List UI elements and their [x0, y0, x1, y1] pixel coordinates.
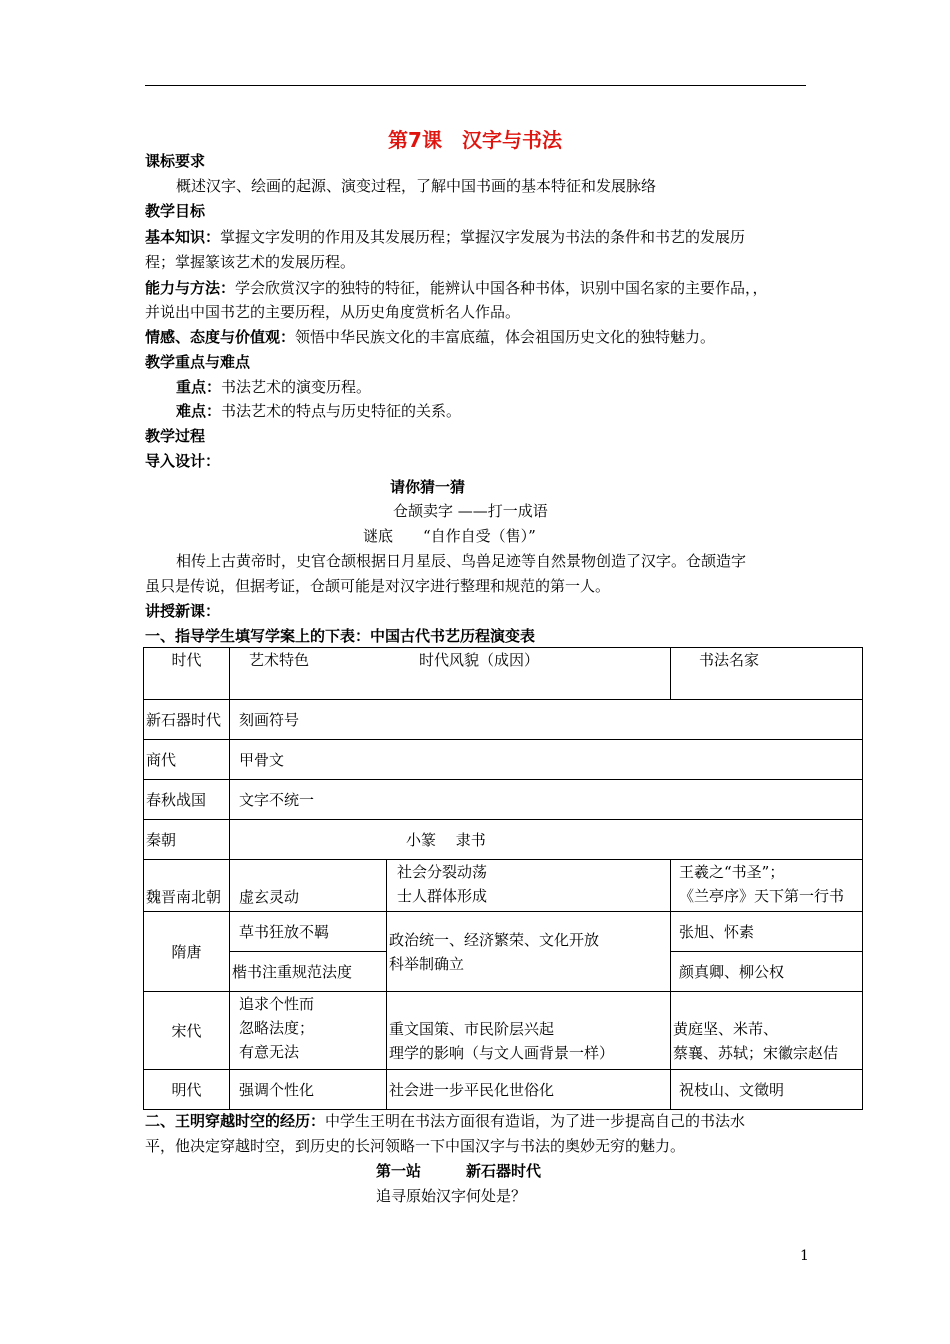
- row-feature: 强调个性化: [230, 1070, 387, 1110]
- difficulty-text: 书法艺术的特点与历史特征的关系。: [221, 402, 462, 420]
- header-rule: [145, 85, 806, 86]
- table-header-row: [144, 648, 863, 700]
- table-row: [144, 860, 863, 912]
- header-feature: 艺术特色: [249, 651, 310, 669]
- row-masters-line: 《兰亭序》天下第一行书: [679, 887, 845, 905]
- row-masters: [671, 992, 863, 1070]
- page-number: 1: [800, 1248, 809, 1264]
- row-background: [387, 912, 671, 992]
- intro-heading: 导入设计：: [145, 452, 221, 470]
- knowledge-text-1: 掌握文字发明的作用及其发展历程；掌握汉字发展为书法的条件和书艺的发展历: [220, 228, 746, 246]
- station-question: 追寻原始汉字何处是？: [376, 1187, 527, 1205]
- row-era: 春秋战国: [144, 780, 230, 820]
- row-masters-line: 黄庭坚、米芾、: [673, 1020, 779, 1038]
- knowledge-line-1: [145, 227, 745, 247]
- curriculum-text: 概述汉字、绘画的起源、演变过程，了解中国书画的基本特征和发展脉络: [176, 177, 657, 195]
- row-masters-line: 王羲之“书圣”；: [679, 863, 785, 881]
- table-row: [144, 780, 863, 820]
- legend-text-2: 虽只是传说，但据考证，仓颉可能是对汉字进行整理和规范的第一人。: [145, 577, 611, 595]
- difficulty-line: [176, 401, 461, 421]
- row-feature: [230, 992, 387, 1070]
- calligraphy-history-table: [143, 647, 863, 1110]
- table-heading: 一、指导学生填写学案上的下表：中国古代书艺历程演变表: [145, 627, 536, 645]
- row-background-line: 政治统一、经济繁荣、文化开放: [389, 930, 600, 949]
- row-masters: 张旭、怀素: [671, 912, 863, 952]
- table-row: [144, 1070, 863, 1110]
- part2-label: 二、王明穿越时空的经历：: [145, 1112, 326, 1130]
- legend-text-1: 相传上古黄帝时，史官仓颉根据日月星辰、鸟兽足迹等自然景物创造了汉字。仓颉造字: [176, 552, 747, 570]
- row-era: 商代: [144, 740, 230, 780]
- process-heading: 教学过程: [145, 427, 206, 445]
- row-masters-line: 蔡襄、苏轼；宋徽宗赵佶: [673, 1044, 839, 1062]
- knowledge-label: 基本知识：: [145, 228, 221, 246]
- header-masters: 书法名家: [671, 648, 863, 700]
- new-lesson-heading: 讲授新课：: [145, 602, 221, 620]
- values-label: 情感、态度与价值观：: [145, 328, 296, 346]
- key-label: 重点：: [176, 378, 222, 396]
- row-background-line: 士人群体形成: [397, 887, 488, 905]
- row-era: 魏晋南北朝: [144, 860, 230, 912]
- row-feature: 小篆 隶书: [230, 820, 863, 860]
- key-point-line: [176, 377, 371, 397]
- row-background: [387, 860, 671, 912]
- riddle-question: 仓颉卖字 ——打一成语: [393, 502, 548, 520]
- row-era: 宋代: [144, 992, 230, 1070]
- values-text: 领悟中华民族文化的丰富底蕴，体会祖国历史文化的独特魅力。: [295, 328, 716, 346]
- row-era: 秦朝: [144, 820, 230, 860]
- lesson-title: 第7课 汉字与书法: [388, 128, 562, 152]
- row-masters: 祝枝山、文徵明: [671, 1070, 863, 1110]
- part2-text-2: 平，他决定穿越时空，到历史的长河领略一下中国汉字与书法的奥妙无穷的魅力。: [145, 1137, 686, 1155]
- row-feature-line: 忽略法度；: [239, 1019, 315, 1037]
- curriculum-heading: 课标要求: [145, 152, 206, 170]
- table-row: [144, 820, 863, 860]
- row-feature: 楷书注重规范法度: [230, 952, 387, 992]
- ability-text-1: 学会欣赏汉字的独特的特征，能辨认中国各种书体，识别中国名家的主要作品，，: [235, 279, 768, 297]
- row-feature: 甲骨文: [230, 740, 863, 780]
- row-feature: 草书狂放不羁: [230, 912, 387, 952]
- station-label: 第一站 新石器时代: [376, 1162, 542, 1180]
- goals-heading: 教学目标: [145, 202, 206, 220]
- ability-text-2: 并说出中国书艺的主要历程，从历史角度赏析名人作品。: [145, 303, 521, 321]
- part2-line-1: [145, 1111, 745, 1131]
- part2-text-1: 中学生王明在书法方面很有造诣，为了进一步提高自己的书法水: [325, 1112, 746, 1130]
- table-row: [144, 700, 863, 740]
- key-text: 书法艺术的演变历程。: [221, 378, 372, 396]
- row-background-line: 重文国策、市民阶层兴起: [389, 1020, 555, 1038]
- row-masters: 颜真卿、柳公权: [671, 952, 863, 992]
- row-background-line: 理学的影响（与文人画背景一样）: [389, 1044, 615, 1062]
- row-feature-line: 有意无法: [239, 1043, 300, 1061]
- row-feature: 文字不统一: [230, 780, 863, 820]
- knowledge-text-2: 程；掌握篆该艺术的发展历程。: [145, 253, 356, 271]
- riddle-answer: 谜底 “自作自受（售）”: [363, 527, 536, 545]
- row-background: 社会进一步平民化世俗化: [387, 1070, 671, 1110]
- values-line: [145, 327, 715, 347]
- header-era: 时代: [144, 648, 230, 700]
- row-era: 明代: [144, 1070, 230, 1110]
- ability-label: 能力与方法：: [145, 279, 236, 297]
- row-background-line: 科举制确立: [389, 954, 465, 973]
- table-row: [144, 992, 863, 1070]
- focus-heading: 教学重点与难点: [145, 353, 251, 371]
- header-background: 时代风貌（成因）: [419, 651, 540, 669]
- row-masters: [671, 860, 863, 912]
- row-feature-line: 追求个性而: [239, 995, 315, 1013]
- row-feature: 刻画符号: [230, 700, 863, 740]
- ability-line-1: [145, 278, 768, 298]
- table-row: [144, 740, 863, 780]
- row-era: 隋唐: [144, 912, 230, 992]
- difficulty-label: 难点：: [176, 402, 222, 420]
- row-feature: 虚玄灵动: [230, 860, 387, 912]
- row-background-line: 社会分裂动荡: [397, 863, 488, 881]
- table-row: [144, 912, 863, 952]
- riddle-title: 请你猜一猜: [390, 478, 466, 496]
- row-era: 新石器时代: [144, 700, 230, 740]
- row-background: [387, 992, 671, 1070]
- header-feature-background: [230, 648, 671, 700]
